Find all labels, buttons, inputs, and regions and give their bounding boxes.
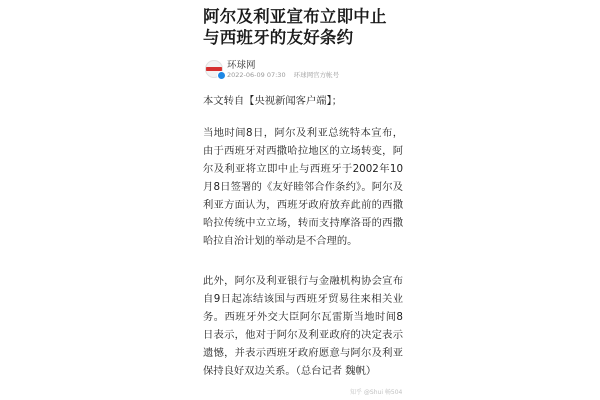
publish-date: 2022-06-09 07:30 <box>227 71 286 79</box>
author-source: 环球网官方帐号 <box>293 71 340 79</box>
author-bar[interactable] <box>203 57 403 83</box>
article-title: 阿尔及利亚宣布立即中止与西班牙的友好条约 <box>203 7 387 47</box>
author-name[interactable]: 环球网 <box>227 60 256 71</box>
paragraph-body-1: 当地时间8日，阿尔及利亚总统特本宣布，由于西班牙对西撒哈拉地区的立场转变，阿尔及利亚将立即中止与西班牙于2002年10月8日签署的《友好睦邻合作条约》。阿尔及利亚方面认为，西班牙政府放弃此前的西撒哈拉传统中立立场，转而支持摩洛哥的西撒哈拉自治计划的举动是不合理的。 <box>203 127 403 247</box>
paragraph-body-2: 此外，阿尔及利亚银行与金融机构协会宣布自9日起冻结该国与西班牙贸易往来相关业务。西班牙外交大臣阿尔瓦雷斯当地时间8日表示，他对于阿尔及利亚政府的决定表示遗憾，并表示西班牙政府愿意与阿尔及利亚保持良好双边关系。（总台记者 魏帆） <box>203 275 403 377</box>
paragraph-intro: 本文转自【央视新闻客户端】； <box>203 95 343 107</box>
article <box>203 0 403 400</box>
verified-icon <box>217 71 226 80</box>
watermark: 知乎 @Shui 畅504 <box>350 389 403 396</box>
author-meta <box>227 70 339 79</box>
